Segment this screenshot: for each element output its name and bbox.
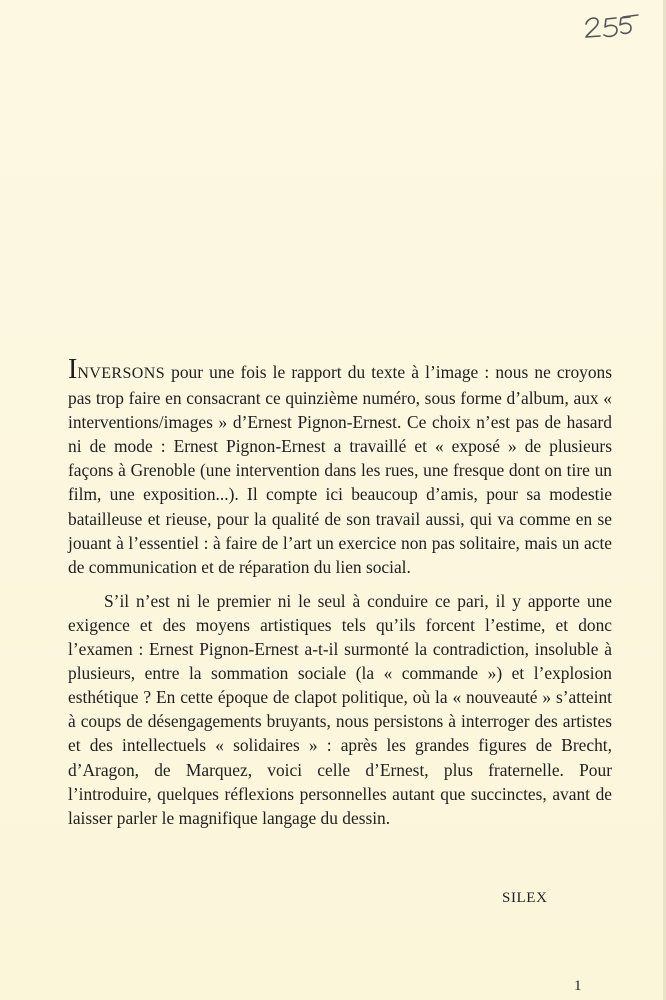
intro-paragraph-text: pour une fois le rapport du texte à l’image : nous ne croyons pas trop faire en consacrant ce quinzième numéro, sous forme d’album, aux « interventions/images » d’Ernest Pignon-Ernest. Ce choix n’est pas de hasard ni de mode : Ernest Pignon-Ernest a travaillé et « exposé » de plusieurs façons à Grenoble (une intervention dans les rues, une fresque dont on tire un film, une exposition...). Il compte ici beaucoup d’amis, pour sa modestie batailleuse et rieuse, pour la qualité de son travail aussi, qui va comme en se jouant à l’essentiel : à faire de l’art un exercice non pas solitaire, mais un acte de communication et de réparation du lien social.: [68, 362, 612, 577]
handwritten-255-drawing: [582, 10, 642, 44]
author-signature: SILEX: [502, 890, 548, 906]
second-paragraph: S’il n’est ni le premier ni le seul à conduire ce pari, il y apporte une exigence et des moyens artistiques tels qu’ils forcent l’estime, et donc l’examen : Ernest Pignon-Ernest a-t-il surmonté la contradiction, insoluble à plusieurs, entre la sommation sociale (la « commande ») et l’explosion esthétique ? En cette époque de clapot politique, où la « nouveauté » s’atteint à coups de désengagements bruyants, nous persistons à interroger des artistes et des intellectuels « solidaires » : après les grandes figures de Brecht, d’Aragon, de Marquez, voici celle d’Ernest, plus fraternelle. Pour l’introduire, quelques réflexions personnelles autant que succinctes, avant de laisser parler le magnifique langage du dessin.: [68, 590, 612, 828]
lead-small-caps: NVERSONS: [77, 365, 165, 382]
drop-cap: I: [68, 354, 78, 385]
page-number: 1: [574, 978, 582, 994]
article-body: [68, 354, 612, 830]
handwritten-page-mark: [582, 10, 642, 44]
intro-paragraph: [68, 354, 612, 579]
